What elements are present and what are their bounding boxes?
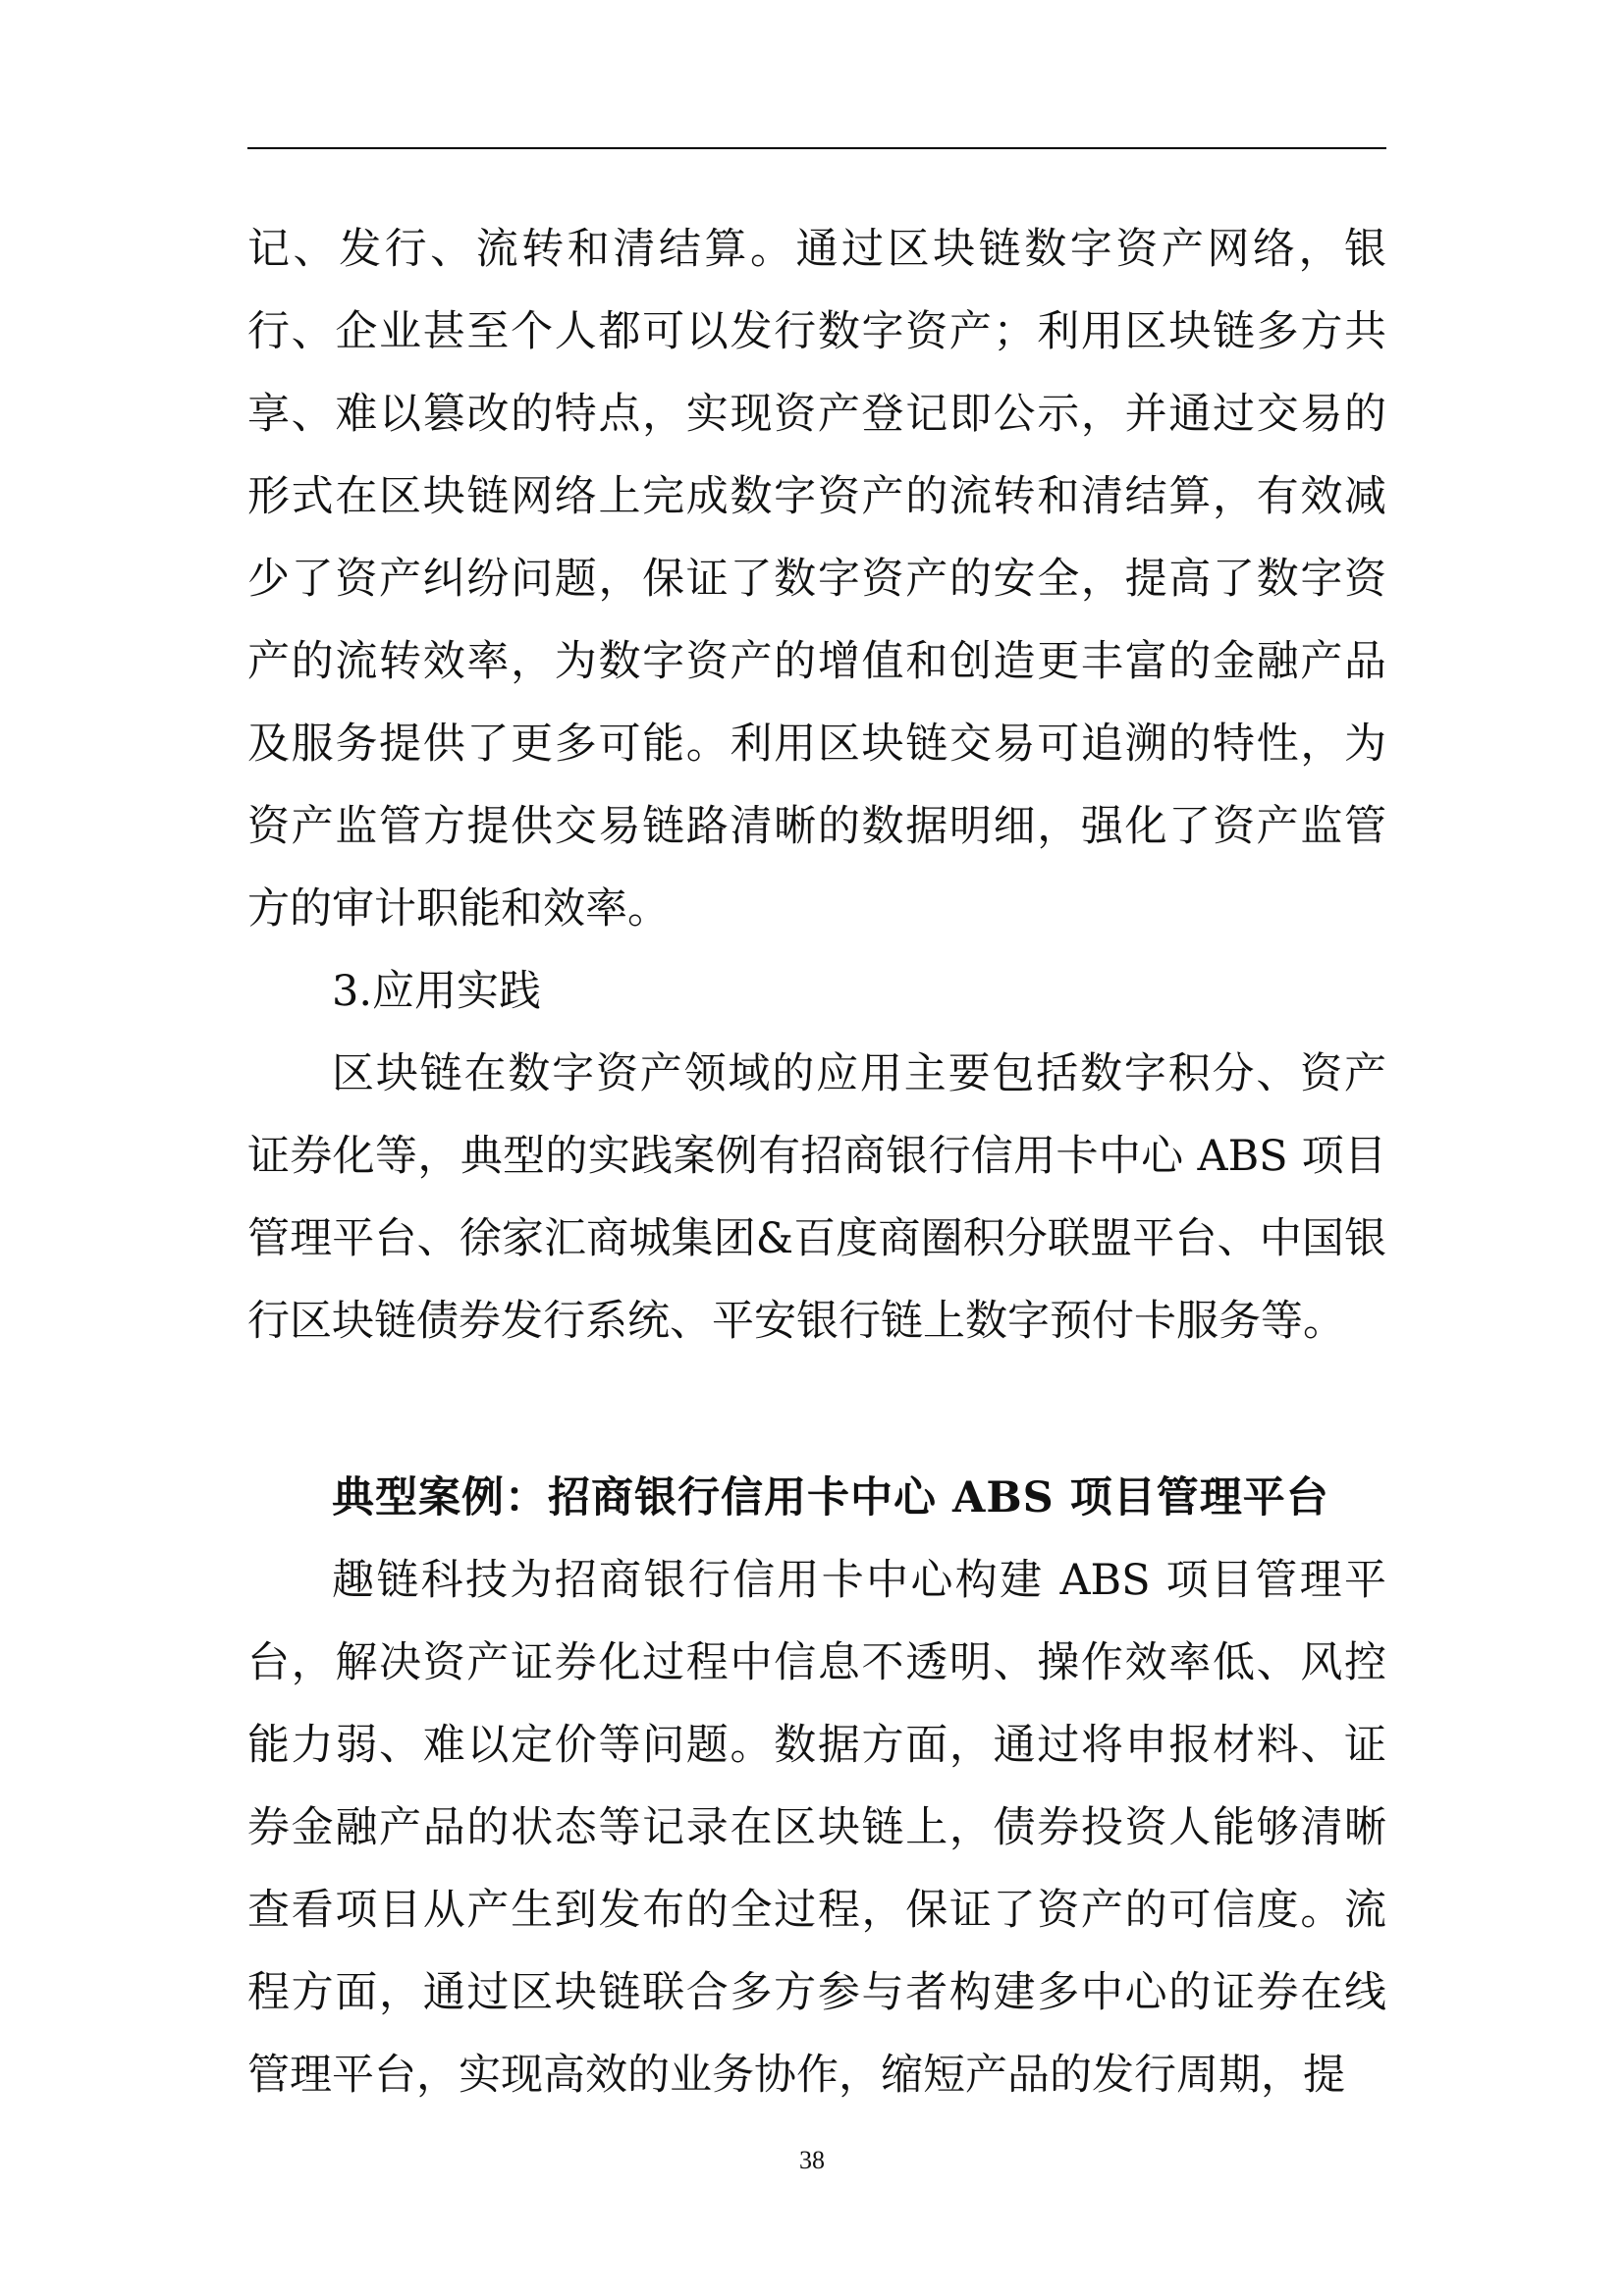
text-block-application	[247, 950, 1386, 1362]
case-title: 典型案例：招商银行信用卡中心 ABS 项目管理平台	[332, 1473, 1329, 1522]
paragraph-case: 趣链科技为招商银行信用卡中心构建 ABS 项目管理平台，解决资产证券化过程中信息不透明、操作效率低、风控能力弱、难以定价等问题。数据方面，通过将申报材料、证券金融产品的状态等记录在区块链上，债券投资人能够清晰查看项目从产生到发布的全过程，保证了资产的可信度。流程方面，通过区块链联合多方参与者构建多中心的证券在线管理平台，实现高效的业务协作，缩短产品的发行周期，提	[247, 1556, 1386, 2100]
section-heading: 3.应用实践	[332, 967, 542, 1016]
header-rule	[247, 147, 1386, 149]
text-block-continued	[247, 208, 1386, 950]
paragraph-application: 区块链在数字资产领域的应用主要包括数字积分、资产证券化等，典型的实践案例有招商银行信用卡中心 ABS 项目管理平台、徐家汇商城集团&百度商圈积分联盟平台、中国银行区块链债券发行系统、平安银行链上数字预付卡服务等。	[247, 1049, 1386, 1346]
page-number: 38	[799, 2146, 825, 2174]
text-block-case	[247, 1457, 1386, 2116]
paragraph-continued: 记、发行、流转和清结算。通过区块链数字资产网络，银行、企业甚至个人都可以发行数字资产；利用区块链多方共享、难以篡改的特点，实现资产登记即公示，并通过交易的形式在区块链网络上完成数字资产的流转和清结算，有效减少了资产纠纷问题，保证了数字资产的安全，提高了数字资产的流转效率，为数字资产的增值和创造更丰富的金融产品及服务提供了更多可能。利用区块链交易可追溯的特性，为资产监管方提供交易链路清晰的数据明细，强化了资产监管方的审计职能和效率。	[247, 225, 1386, 934]
